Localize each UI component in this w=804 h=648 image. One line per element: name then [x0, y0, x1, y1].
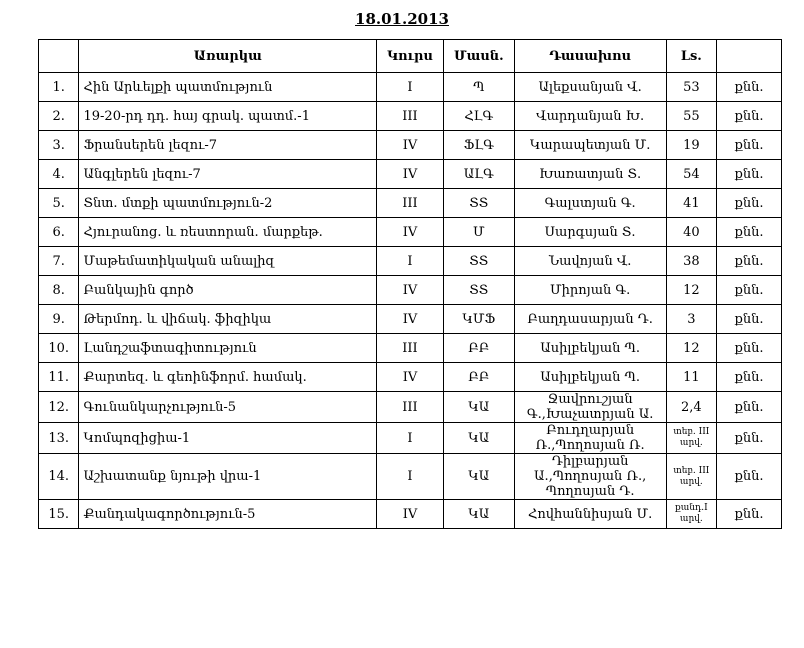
cell-subject: Քարտեզ. և գեոինֆորմ. համակ.	[79, 363, 377, 392]
cell-teacher: Միրոյան Գ.	[514, 276, 666, 305]
cell-teacher: Բուդղարյան Ռ.,Պողոսյան Ռ.	[514, 423, 666, 454]
cell-num: 2.	[39, 102, 79, 131]
cell-teacher: Կարապետյան Մ.	[514, 131, 666, 160]
cell-subject: Հին Արևելքի պատմություն	[79, 73, 377, 102]
cell-num: 6.	[39, 218, 79, 247]
cell-part: ԿԱ	[443, 423, 514, 454]
cell-count: 53	[666, 73, 717, 102]
cell-count: տեբ. III արվ.	[666, 454, 717, 500]
header-row	[39, 40, 782, 73]
cell-num: 7.	[39, 247, 79, 276]
table-row	[39, 218, 782, 247]
cell-num: 3.	[39, 131, 79, 160]
cell-room: քնն.	[717, 160, 782, 189]
cell-teacher: Ասիլբեկյան Պ.	[514, 363, 666, 392]
table-row	[39, 500, 782, 529]
cell-course: III	[377, 334, 444, 363]
cell-num: 10.	[39, 334, 79, 363]
cell-count: տեբ. III արվ.	[666, 423, 717, 454]
cell-subject: Անգլերեն լեզու-7	[79, 160, 377, 189]
table-row	[39, 102, 782, 131]
cell-count: 11	[666, 363, 717, 392]
cell-num: 15.	[39, 500, 79, 529]
header-count: Ls.	[666, 40, 717, 73]
header-num	[39, 40, 79, 73]
cell-part: ԿԱ	[443, 454, 514, 500]
cell-count: 12	[666, 334, 717, 363]
cell-part: ՖԼԳ	[443, 131, 514, 160]
cell-num: 9.	[39, 305, 79, 334]
table-row	[39, 454, 782, 500]
cell-subject: Գունանկարչություն-5	[79, 392, 377, 423]
cell-teacher: Ալեքսանյան Վ.	[514, 73, 666, 102]
table-row	[39, 334, 782, 363]
cell-num: 8.	[39, 276, 79, 305]
cell-course: I	[377, 73, 444, 102]
cell-subject: Կոմպոզիցիա-1	[79, 423, 377, 454]
cell-subject: Լանդշաֆտագիտություն	[79, 334, 377, 363]
cell-part: ՏՏ	[443, 276, 514, 305]
cell-course: IV	[377, 160, 444, 189]
cell-part: ՀԼԳ	[443, 102, 514, 131]
cell-teacher: Վարդանյան Խ.	[514, 102, 666, 131]
cell-part: ՏՏ	[443, 247, 514, 276]
cell-room: քնն.	[717, 423, 782, 454]
cell-part: Մ	[443, 218, 514, 247]
table-row	[39, 189, 782, 218]
cell-teacher: Նավոյան Վ.	[514, 247, 666, 276]
cell-part: ԱԼԳ	[443, 160, 514, 189]
table-row	[39, 131, 782, 160]
cell-course: IV	[377, 500, 444, 529]
cell-subject: Քանդակագործություն-5	[79, 500, 377, 529]
header-subject: Առարկա	[79, 40, 377, 73]
cell-course: IV	[377, 276, 444, 305]
cell-subject: 19-20-րդ դդ. հայ գրակ. պատմ.-1	[79, 102, 377, 131]
cell-course: IV	[377, 363, 444, 392]
cell-subject: Հյուրանոց. և ռեստորան. մարքեթ.	[79, 218, 377, 247]
cell-room: քնն.	[717, 131, 782, 160]
table-row	[39, 392, 782, 423]
page-title-date: 18.01.2013	[355, 10, 449, 28]
cell-part: ՏՏ	[443, 189, 514, 218]
table-row	[39, 363, 782, 392]
cell-room: քնն.	[717, 247, 782, 276]
header-part: Մասն.	[443, 40, 514, 73]
cell-subject: Տնտ. մտքի պատմություն-2	[79, 189, 377, 218]
cell-teacher: Հովհաննիսյան Մ.	[514, 500, 666, 529]
table-row	[39, 73, 782, 102]
table-row	[39, 160, 782, 189]
cell-teacher: Ջավրուշյան Գ.,Խաչատրյան Ա.	[514, 392, 666, 423]
cell-part: ԿՄՖ	[443, 305, 514, 334]
cell-subject: Մաթեմատիկական անալիզ	[79, 247, 377, 276]
cell-room: քնն.	[717, 334, 782, 363]
cell-room: քնն.	[717, 500, 782, 529]
cell-subject: Բանկային գործ	[79, 276, 377, 305]
cell-room: քնն.	[717, 218, 782, 247]
cell-course: III	[377, 102, 444, 131]
cell-num: 4.	[39, 160, 79, 189]
cell-subject: Ֆրանսերեն լեզու-7	[79, 131, 377, 160]
cell-teacher: Խառատյան Տ.	[514, 160, 666, 189]
cell-subject: Աշխատանք նյութի վրա-1	[79, 454, 377, 500]
cell-num: 1.	[39, 73, 79, 102]
cell-room: քնն.	[717, 305, 782, 334]
cell-num: 5.	[39, 189, 79, 218]
cell-teacher: Գալստյան Գ.	[514, 189, 666, 218]
cell-num: 13.	[39, 423, 79, 454]
header-room	[717, 40, 782, 73]
table-row	[39, 276, 782, 305]
cell-count: 12	[666, 276, 717, 305]
cell-room: քնն.	[717, 392, 782, 423]
cell-part: Պ	[443, 73, 514, 102]
cell-room: քնն.	[717, 276, 782, 305]
cell-count: 55	[666, 102, 717, 131]
cell-part: ԲԲ	[443, 363, 514, 392]
cell-course: IV	[377, 305, 444, 334]
cell-room: քնն.	[717, 363, 782, 392]
cell-count: 2,4	[666, 392, 717, 423]
header-course: Կուրս	[377, 40, 444, 73]
cell-teacher: Բաղդասարյան Դ.	[514, 305, 666, 334]
cell-course: I	[377, 454, 444, 500]
cell-count: 19	[666, 131, 717, 160]
cell-count: 54	[666, 160, 717, 189]
cell-count: 3	[666, 305, 717, 334]
cell-teacher: Սարգսյան Տ.	[514, 218, 666, 247]
cell-course: IV	[377, 218, 444, 247]
table-row	[39, 423, 782, 454]
cell-count: 38	[666, 247, 717, 276]
cell-room: քնն.	[717, 102, 782, 131]
header-teacher: Դասախոս	[514, 40, 666, 73]
cell-teacher: Դիլբարյան Ա.,Պողոսյան Ռ., Պողոսյան Դ.	[514, 454, 666, 500]
exam-schedule-table	[38, 39, 782, 529]
cell-num: 12.	[39, 392, 79, 423]
cell-part: ԿԱ	[443, 392, 514, 423]
cell-course: III	[377, 189, 444, 218]
cell-count: քանդ.I արվ.	[666, 500, 717, 529]
cell-num: 11.	[39, 363, 79, 392]
cell-course: IV	[377, 131, 444, 160]
cell-part: ԲԲ	[443, 334, 514, 363]
cell-course: I	[377, 423, 444, 454]
cell-room: քնն.	[717, 189, 782, 218]
cell-course: III	[377, 392, 444, 423]
cell-course: I	[377, 247, 444, 276]
cell-count: 40	[666, 218, 717, 247]
table-row	[39, 305, 782, 334]
table-row	[39, 247, 782, 276]
cell-room: քնն.	[717, 454, 782, 500]
cell-num: 14.	[39, 454, 79, 500]
cell-teacher: Ասիլբեկյան Պ.	[514, 334, 666, 363]
cell-room: քնն.	[717, 73, 782, 102]
cell-subject: Թերմոդ. և վիճակ. ֆիզիկա	[79, 305, 377, 334]
cell-count: 41	[666, 189, 717, 218]
cell-part: ԿԱ	[443, 500, 514, 529]
